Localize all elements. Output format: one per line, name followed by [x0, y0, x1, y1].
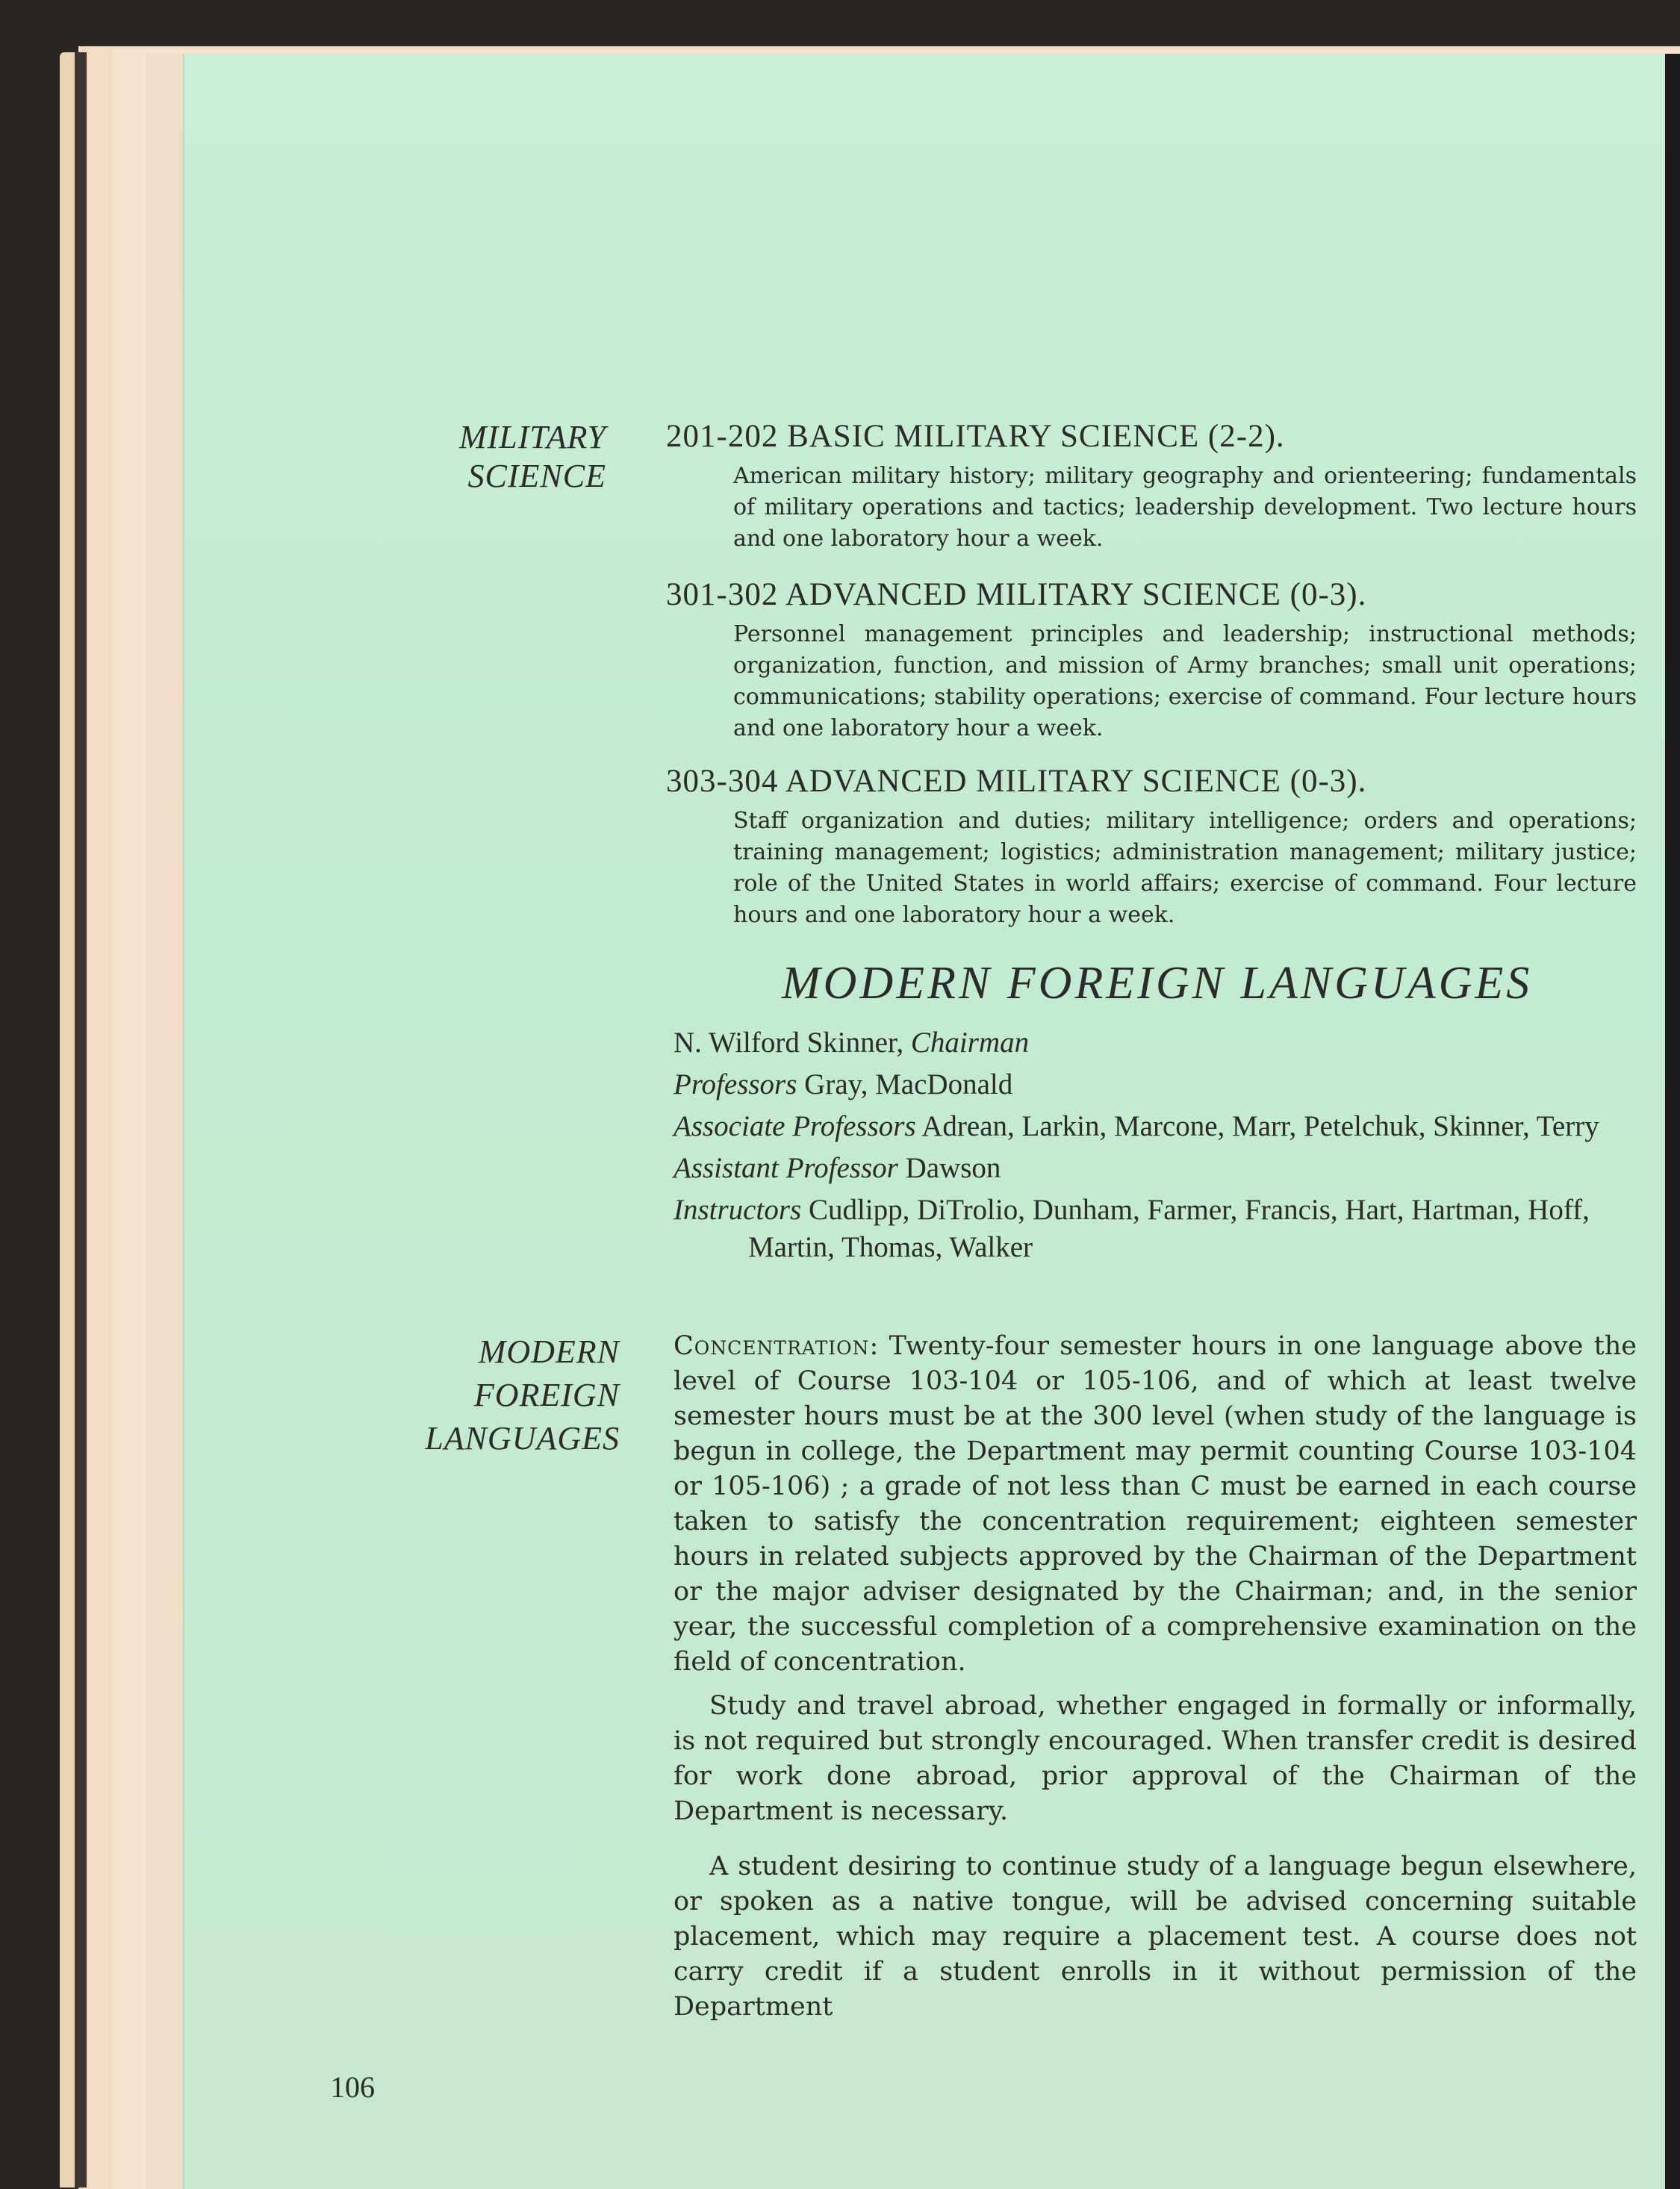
faculty-row	[673, 1066, 1644, 1103]
side-heading-line: FOREIGN	[473, 1377, 620, 1413]
concentration-label: Concentration	[673, 1331, 870, 1361]
faculty-role: Assistant Professor	[673, 1152, 898, 1184]
faculty-row	[673, 1108, 1607, 1145]
faculty-role: Chairman	[910, 1027, 1030, 1059]
faculty-role: Associate Professors	[673, 1110, 916, 1142]
concentration-paragraph	[673, 1329, 1637, 1680]
side-heading-modern-foreign-languages	[321, 1330, 620, 1460]
faculty-role: Instructors	[673, 1194, 802, 1226]
side-heading-line: MILITARY	[458, 419, 606, 455]
course-title: 301-302 ADVANCED MILITARY SCIENCE (0-3).	[666, 577, 1367, 612]
faculty-names: Cudlipp, DiTrolio, Dunham, Farmer, Francis, Hart, Hartman, Hoff, Martin, Thomas, Walker	[748, 1194, 1590, 1263]
placement-paragraph: A student desiring to continue study of a language begun elsewhere, or spoken as a native tongue, will be advised concerning suitable placement, which may require a placement test. A course does not carry credit if a student enrolls in it without permission of the Department	[673, 1852, 1637, 2022]
concentration-text: : Twenty-four semester hours in one language above the level of Course 103-104 or 105-106, and of which at least twelve semester hours must be at the 300 level (when study of the language is begun in college, the Department may permit counting Course 103-104 or 105-106) ; a grade of not less than C must be earned in each course taken to satisfy the concentration requirement; eighteen semester hours in related subjects approved by the Chairman of the Department or the major adviser designated by the Chairman; and, in the senior year, the successful completion of a comprehensive examination on the field of concentration.	[673, 1331, 1637, 1677]
faculty-role: Professors	[673, 1068, 797, 1100]
side-heading-line: LANGUAGES	[425, 1420, 620, 1457]
side-heading-military-science	[308, 418, 606, 496]
study-abroad-paragraph: Study and travel abroad, whether engaged in formally or informally, is not required but strongly encouraged. When transfer credit is desired for work done abroad, prior approval of the Chairman of the Department is necessary.	[673, 1691, 1637, 1826]
faculty-row	[673, 1192, 1607, 1266]
course-title: 303-304 ADVANCED MILITARY SCIENCE (0-3).	[666, 764, 1367, 799]
side-heading-line: SCIENCE	[467, 458, 606, 494]
course-description: Staff organization and duties; military intelligence; orders and operations; training management; logistics; administration management; military justice; role of the United States in world affairs; exercise of command. Four lecture hours and one laboratory hour a week.	[733, 808, 1637, 928]
course-description: Personnel management principles and leadership; instructional methods; organization, function, and mission of Army branches; small unit operations; communications; stability operations; exercise of command. Four lecture hours and one laboratory hour a week.	[733, 621, 1637, 741]
faculty-list	[673, 1024, 1644, 1266]
faculty-names: Dawson	[897, 1152, 1001, 1184]
book-page	[183, 54, 1680, 2189]
faculty-names: Adrean, Larkin, Marcone, Marr, Petelchuk, Skinner, Terry	[915, 1110, 1599, 1142]
page-edge-shadow	[1665, 54, 1680, 2189]
book-spine	[75, 52, 87, 2188]
side-heading-line: MODERN	[478, 1333, 620, 1370]
course-title: 201-202 BASIC MILITARY SCIENCE (2-2).	[666, 419, 1285, 454]
faculty-chairman	[673, 1024, 1644, 1062]
page-number: 106	[330, 2070, 375, 2104]
course-description: American military history; military geography and orienteering; fundamentals of military operations and tactics; leadership development. Two lecture hours and one laboratory hour a week.	[733, 463, 1637, 552]
chairman-name: N. Wilford Skinner,	[673, 1027, 911, 1059]
faculty-row	[673, 1150, 1644, 1187]
faculty-names: Gray, MacDonald	[797, 1068, 1013, 1100]
department-title: MODERN FOREIGN LANGUAGES	[782, 958, 1533, 1009]
